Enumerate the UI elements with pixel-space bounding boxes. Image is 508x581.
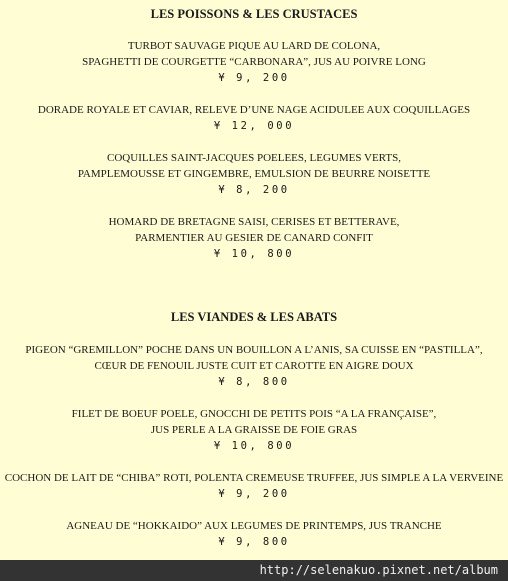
dish-agneau <box>0 518 508 550</box>
dish-dorade <box>0 102 508 134</box>
dish-description-line: PAMPLEMOUSSE ET GINGEMBRE, EMULSION DE BEURRE NOISETTE <box>77 168 431 180</box>
dish-description-line: PARMENTIER AU GESIER DE CANARD CONFIT <box>135 232 373 244</box>
dish-description-line: COQUILLES SAINT-JACQUES POELEES, LEGUMES VERTS, <box>107 152 401 164</box>
dish-homard <box>0 214 508 262</box>
dish-price: ¥ 12, 000 <box>213 120 295 132</box>
dish-description-line: PIGEON “GREMILLON” POCHE DANS UN BOUILLON A L’ANIS, SA CUISSE EN “PASTILLA”, <box>25 344 483 356</box>
dish-coquilles <box>0 150 508 198</box>
dish-price: ¥ 10, 800 <box>213 440 295 452</box>
dish-price: ¥ 9, 200 <box>218 488 290 500</box>
dish-description-line: HOMARD DE BRETAGNE SAISI, CERISES ET BETTERAVE, <box>108 216 400 228</box>
dish-description-line: SPAGHETTI DE COURGETTE “CARBONARA”, JUS AU POIVRE LONG <box>82 56 426 68</box>
dish-price: ¥ 8, 200 <box>218 184 290 196</box>
dish-description-line: CŒUR DE FENOUIL JUSTE CUIT ET CAROTTE EN AIGRE DOUX <box>94 360 414 372</box>
watermark-bar <box>0 560 508 581</box>
dish-price: ¥ 8, 800 <box>218 376 290 388</box>
dish-price: ¥ 9, 200 <box>218 72 290 84</box>
section-title-viandes: LES VIANDES & LES ABATS <box>170 310 338 324</box>
section-title-poissons: LES POISSONS & LES CRUSTACES <box>150 7 358 21</box>
watermark-url: http://selenakuo.pixnet.net/album <box>259 563 498 577</box>
dish-description-line: AGNEAU DE “HOKKAIDO” AUX LEGUMES DE PRINTEMPS, JUS TRANCHE <box>66 520 442 532</box>
dish-description-line: JUS PERLE A LA GRAISSE DE FOIE GRAS <box>150 424 358 436</box>
dish-pigeon <box>0 342 508 390</box>
dish-price: ¥ 9, 800 <box>218 536 290 548</box>
dish-filet-de-boeuf <box>0 406 508 454</box>
dish-description-line: FILET DE BOEUF POELE, GNOCCHI DE PETITS POIS “A LA FRANÇAISE”, <box>71 408 437 420</box>
dish-price: ¥ 10, 800 <box>213 248 295 260</box>
dish-cochon-de-lait <box>0 470 508 502</box>
dish-description-line: DORADE ROYALE ET CAVIAR, RELEVE D’UNE NAGE ACIDULEE AUX COQUILLAGES <box>37 104 471 116</box>
dish-description-line: COCHON DE LAIT DE “CHIBA” ROTI, POLENTA CREMEUSE TRUFFEE, JUS SIMPLE A LA VERVEINE <box>4 472 504 484</box>
dish-description-line: TURBOT SAUVAGE PIQUE AU LARD DE COLONA, <box>127 40 381 52</box>
dish-turbot <box>0 38 508 86</box>
